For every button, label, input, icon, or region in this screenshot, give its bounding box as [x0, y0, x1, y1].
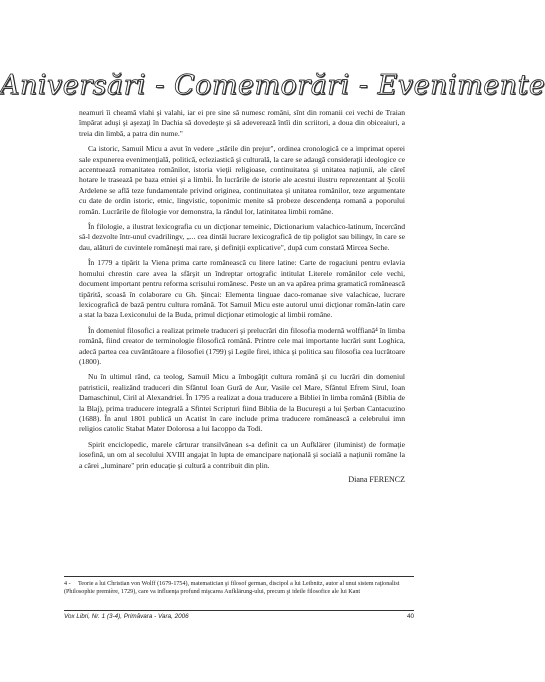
footnote-number: 4 -: [64, 581, 71, 587]
footnote: [64, 581, 414, 596]
page-number: 40: [406, 613, 414, 620]
page-footer: [64, 610, 414, 620]
section-title: Aniversări - Comemorări - Evenimente: [0, 70, 545, 101]
paragraph: În 1779 a tipărit la Viena prima carte românească cu litere latine: Carte de rogaciuni pentru evlavia homului chrestin care avea la sfârşit un îndreptar ortografic intitulat Literele românilor cele vechi, document important pentru reforma scrisului românesc. Peste un an va apărea prima gramatică românească tipărită, scoasă în colaborare cu Gh. Şincai: Elementa linguae daco-romanae sive valachicae, lucrare lexicografică de bază pentru cultura română. Tot Samuil Micu este autorul unui dicţionar român-latin care a stat la baza Lexiconului de la Buda, primul dicţionar etimologic al limbii române.: [79, 258, 405, 320]
footnote-divider: [64, 576, 414, 577]
paragraph: Nu în ultimul rând, ca teolog, Samuil Micu a îmbogăţit cultura română şi cu lucrări din domeniul patristicii, realizând traduceri din Sfântul Ioan Gură de Aur, Vasile cel Mare, Sfântul Efrem Sirul, Ioan Damaschinul, Ciril al Alexandriei. În 1795 a realizat a doua traducere a Bibliei în limba română (Biblia de la Blaj), prima traducere integrală a Sfintei Scripturi fiind Biblia de la Bucureşti a lui Şerban Cantacuzino (1688). În anul 1801 publică un Acatist în care include prima traducere românească a celebrului imn religios catolic Stabat Mater Dolorosa a lui Iacoppo da Todi.: [79, 372, 405, 434]
journal-citation: Vox Libri, Nr. 1 (3-4), Primăvara - Vara, 2006: [64, 613, 189, 620]
paragraph: Ca istoric, Samuil Micu a avut în vedere „stările din prejur", ordinea cronologică ce a imprimat operei sale expunerea evenimenţială, politică, ecleziastică şi culturală, la care se adaugă consideraţii ideologice ce accentuează romanitatea românilor, istoria vieţii religioase, continuitatea şi unitatea naţiunii, ale căreî hotare le trasează pe baza etniei şi a limbii. În lucrările de istorie ale acestui ilustru reprezentant al Şcolii Ardelene se află teze fundamentale privind originea, continuitatea şi unitatea românilor, teze argumentate cu date de ordin istoric, etnic, lingvistic, toponimic menite să probeze descendenţa romană a poporului român. Lucrările de filologie vor demonstra, la rândul lor, latinitatea limbii române.: [79, 144, 405, 216]
section-header: [0, 64, 545, 104]
article-body: [79, 108, 405, 485]
paragraph: neamuri îi cheamă vlahi şi valahi, iar ei pre sine să numesc români, sînt din romanii cei vechi de Traian împărat aduşi şi aşezaţi în Dachia să dovedeşte şi să adeverează întîi din scriitori, a doua din obiceaiuri, a treia din limbă, a patra din nume.": [79, 108, 405, 138]
author-signature: [79, 475, 405, 485]
paragraph: În domeniul filosofici a realizat primele traduceri şi prelucrări din filosofia modernă wolffiană⁴ în limba română, fiind creator de terminologie filosofică română. Printre cele mai importante lucrări sunt Loghica, adecă partea cea cuvântătoare a filosofiei (1799) şi Legile firei, ithica şi politica sau filosofia cea lucrătoare (1800).: [79, 325, 405, 366]
author-name: Diana FERENCZ: [348, 475, 405, 484]
paragraph: Spirit enciclopedic, marele cărturar transilvănean s-a definit ca un Aufklärer (iluminist) de formaţie iosefină, un om al secolului XVIII angajat în lupta de emancipare naţională şi socială a naţiunii române la a cărei „luminare" prin educaţie şi cultură a contribuit din plin.: [79, 439, 405, 470]
paragraph: În filologie, a ilustrat lexicografia cu un dicţionar temeinic, Dictionarium valachico-latinum, încercând să-l dezvolte într-unul cvadrilingv, „... cea dintâi lucrare lexicografică de tip poliglot sau bilingv, în care se dau, alături de cuvintele româneşti mai rare, şi definiţii explicative", după cum constată Mircea Seche.: [79, 222, 405, 252]
footnote-text: Teorie a lui Christian von Wolff (1679-1754), matematician şi filosof german, discipol a lui Leibnitz, autor al unui sistem raţionalist (Philosophie première, 1729), care va influenţa profund mişcarea Aufklärung-ului, precum şi ideile filosofice ale lui Kant: [64, 581, 400, 595]
